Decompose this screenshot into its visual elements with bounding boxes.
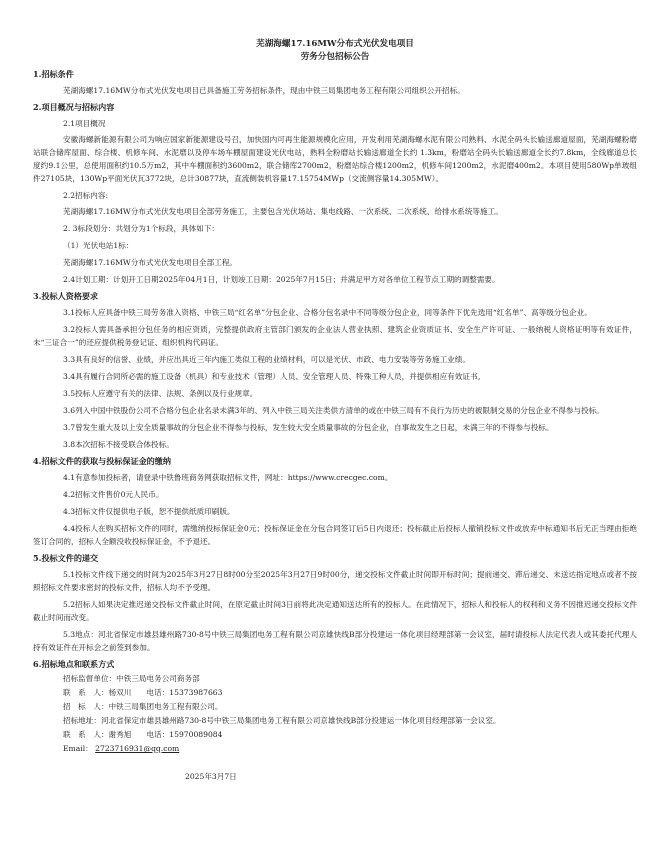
para-5-2: 5.2招标人如果决定推迟递交投标文件截止时间，在原定截止时间3日前将此决定通知送达所有的投标人。在此情况下，招标人和投标人的权利和义务不因推迟递交投标文件截止时间而改变。: [33, 600, 637, 622]
subheading-2-1: 2.1项目概况: [63, 119, 106, 128]
section-2: [33, 101, 637, 286]
para-2-3-desc: 芜湖海螺17.16MW分布式光伏发电项目全部工程。: [63, 258, 238, 267]
section-4-heading: 4.招标文件的获取与投标保证金的缴纳: [33, 456, 171, 466]
para-3-5: 3.5投标人应遵守有关的法律、法规、条例以及行业规章。: [63, 389, 258, 398]
section-5: [33, 552, 637, 654]
contact-address: 招标地址：河北省保定市雄县雄州路730-8号中铁三局集团电务工程有限公司京雄快线B部分投建运一体化项目经理部第一会议室。: [63, 716, 501, 725]
para-2-3: 2. 3标段划分：共划分为1个标段，具体如下：: [63, 224, 220, 233]
para-3-1: 3.1投标人应具备中铁三局劳务准入资格、中铁三局“红名单”分包企业、合格分包名录中不同等级分包企业，同等条件下优先选用“红名单”、高等级分包企业。: [63, 308, 592, 317]
para-5-3: 5.3地点：河北省保定市雄县雄州路730-8号中铁三局集团电务工程有限公司京雄快线B部分投建运一体化项目经理部第一会议室，届时请投标人法定代表人或其委托代理人持有效证件在开标会之前签到参加。: [33, 630, 637, 652]
section-2-heading: 2.项目概况与招标内容: [33, 102, 115, 112]
contact-email-row: [33, 742, 637, 755]
contact-tenderer: 招 标 人：中铁三局集团电务工程有限公司。: [63, 702, 223, 711]
section-4: [33, 455, 637, 548]
contact-person-1: 联 系 人：杨双川 电话：15373987663: [63, 688, 223, 697]
para-4-1: 4.1有意参加投标者，请登录中铁鲁班商务网获取招标文件，网址：https://www.crecgec.com。: [63, 473, 393, 482]
para-3-8: 3.8本次招标不接受联合体投标。: [63, 440, 174, 449]
section-6: [33, 658, 637, 755]
document-title-line2: 劳务分包招标公告: [300, 52, 370, 62]
para-3-4: 3.4具有履行合同所必需的施工设备（机具）和专业技术（管理）人员、安全管理人员、特殊工种人员，并提供相应有效证书。: [63, 372, 486, 381]
section-1-heading: 1.招标条件: [33, 69, 74, 79]
email-link[interactable]: 2723716931@qq.com: [95, 744, 180, 753]
para-2-3-item: （1）光伏电站1标：: [63, 241, 134, 250]
document-title-line1: 芜湖海螺17.16MW分布式光伏发电项目: [256, 39, 414, 49]
para-3-6: 3.6列入中国中铁股份公司不合格分包企业名录未满3年的、列入中铁三局关注类供方清单的或在中铁三局有不良行为历史的被限制交易的分包企业不得参与投标。: [63, 406, 604, 415]
section-3-heading: 3.投标人资格要求: [33, 291, 99, 301]
para-4-3: 4.3招标文件仅提供电子版，恕不提供纸质印刷版。: [63, 507, 235, 516]
section-1: [33, 68, 637, 97]
para-4-4: 4.4投标人在购买招标文件的同时，需缴纳投标保证金0元；投标保证金在分包合同签订后5日内退还；投标截止后投标人撤销投标文件或放弃中标通知书后无正当理由拒绝签订合同的，招标人全额没收投标保证金，不予退还。: [33, 524, 637, 546]
email-label: Email：: [63, 744, 93, 753]
para-3-3: 3.3具有良好的信誉、业绩，并应出具近三年内施工类似工程的业绩材料，可以是光伏、市政、电力安装等劳务施工业绩。: [63, 355, 470, 364]
para-2-2: 芜湖海螺17.16MW分布式光伏发电项目全部劳务施工，主要包含光伏场站、集电线路、一次系统、二次系统、给排水系统等施工。: [63, 207, 503, 216]
para-1: 芜湖海螺17.16MW分布式光伏发电项目已具备施工劳务招标条件，现由中铁三局集团电务工程有限公司组织公开招标。: [63, 86, 465, 95]
para-5-1: 5.1投标文件线下递交的时间为2025年3月27日8时00分至2025年3月27日9时00分，递交投标文件截止时间即开标时间；提前递交、滞后递交、未送达指定地点或者不按照招标文件要求密封的投标文件，招标人均不予受理。: [33, 570, 637, 592]
subheading-2-2: 2.2招标内容:: [63, 191, 109, 200]
para-4-2: 4.2招标文件售价0元人民币。: [63, 490, 164, 499]
tender-document: [33, 38, 637, 783]
issue-date: 2025年3月7日: [185, 772, 237, 781]
para-3-7: 3.7曾发生重大及以上安全质量事故的分包企业不得参与投标，发生较大安全质量事故的分包企业，自事故发生之日起，未满三年的不得参与投标。: [63, 423, 554, 432]
para-2-4: 2.4计划工期：计划开工日期2025年04月1日，计划竣工日期：2025年7月15日；并满足甲方对各单位工程节点工期的调整需要。: [63, 275, 500, 284]
contact-supervisor: 招标监督单位：中铁三局电务公司商务部: [63, 674, 200, 683]
para-3-2: 3.2投标人需具备承担分包任务的相应资质，完整提供政府主管部门颁发的企业法人营业执照、建筑企业资质证书、安全生产许可证、一般纳税人资格证明等有效证件，未“三证合一”的还应提供税务登记证、组织机构代码证。: [33, 325, 637, 347]
section-6-heading: 6.招标地点和联系方式: [33, 659, 115, 669]
contact-person-2: 联 系 人：谢秀旭 电话：15970089084: [63, 730, 223, 739]
section-3: [33, 290, 637, 451]
para-2-1: 安徽海螺新能源有限公司为响应国家新能源建设号召，加快国内可再生能源规模化应用，开发利用芜湖海螺水泥有限公司熟料、水泥全码头长输送廊道屋面，芜湖海螺粉磨站联合储库屋面、综合楼、机修车间、水泥磨以及停车场车棚屋面建设光伏电站，熟料全粉磨站长输送廊道全长约 1.3km，粉磨站全码头长输送廊道全长约7.8km，全线廊道总长度约9.1公里，总使用面积约10.5万m2，其中车棚面积约3600m2，联合储库2700m2，粉磨站综合楼1200m2，机修车间1200m2，水泥磨400m2。本项目使用580Wp单玻组件27105块，130Wp平面光伏瓦3772块，总计30877块，直流侧装机容量17.15754MWp（交流侧容量14.305MW）。: [33, 135, 637, 183]
section-5-heading: 5.投标文件的递交: [33, 553, 99, 563]
